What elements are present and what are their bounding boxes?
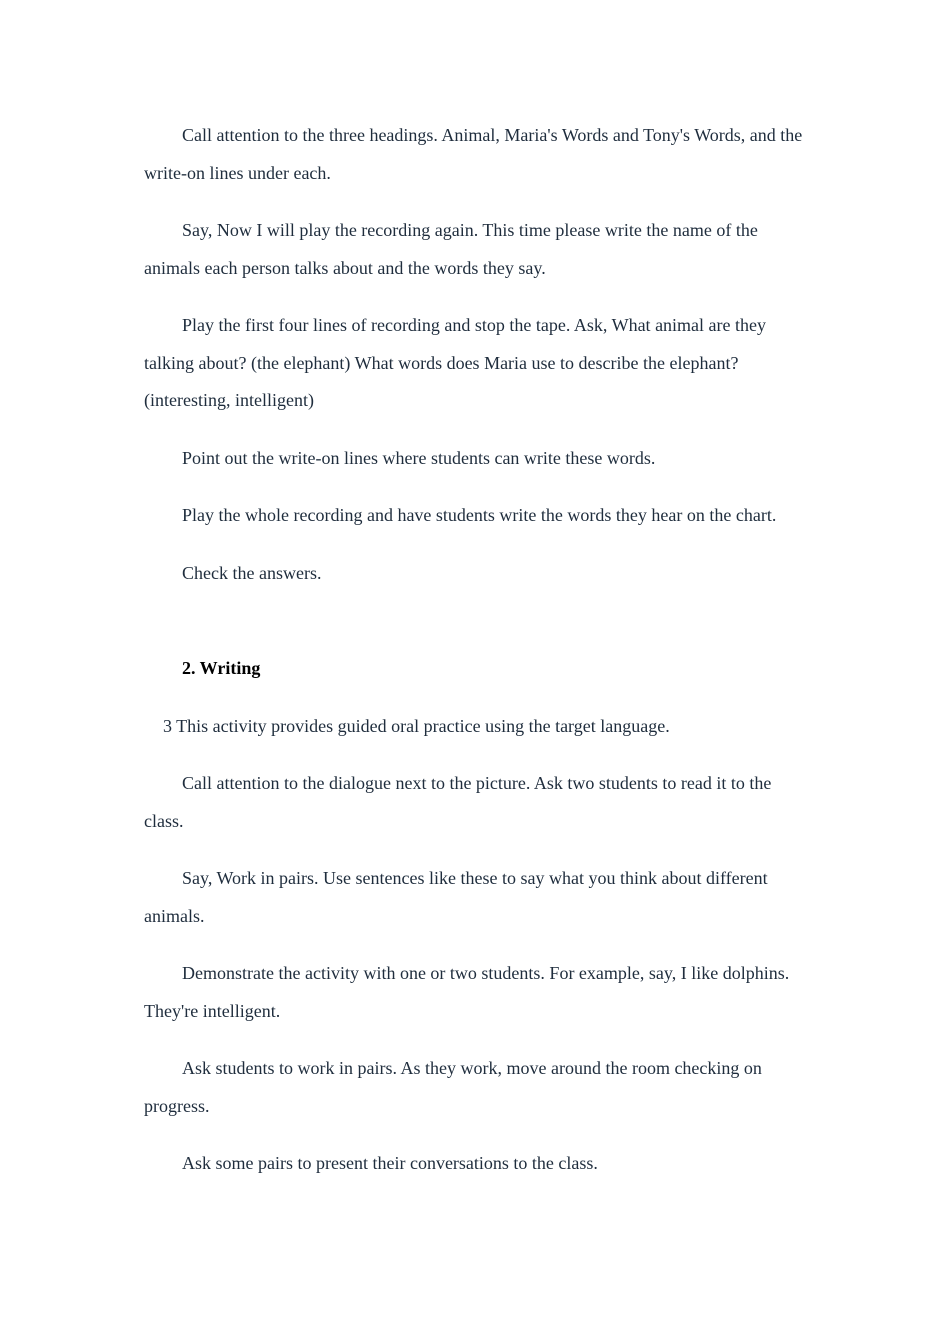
document-page: [144, 117, 810, 1203]
paragraph-first-four-lines: Play the first four lines of recording and stop the tape. Ask, What animal are they talking about? (the elephant) What words does Maria use to describe the elephant? (interesting, intelligent): [144, 315, 767, 410]
paragraph-headings: Call attention to the three headings. Animal, Maria's Words and Tony's Words, and the write-on lines under each.: [144, 125, 803, 183]
paragraph-move-around: Ask students to work in pairs. As they work, move around the room checking on progress.: [144, 1058, 762, 1116]
paragraph-present: Ask some pairs to present their conversations to the class.: [182, 1153, 598, 1173]
paragraph-point-out-lines: Point out the write-on lines where students can write these words.: [182, 447, 656, 468]
paragraph-play-whole: Play the whole recording and have students write the words they hear on the chart.: [182, 505, 777, 525]
paragraph-play-again: Say, Now I will play the recording again. This time please write the name of the animals each person talks about and the words they say.: [144, 220, 758, 278]
section-heading-writing: 2. Writing: [182, 658, 261, 678]
paragraph-work-in-pairs: Say, Work in pairs. Use sentences like these to say what you think about different animals.: [144, 868, 768, 926]
paragraph-demonstrate: Demonstrate the activity with one or two students. For example, say, I like dolphins. They're intelligent.: [144, 963, 790, 1021]
paragraph-check-answers: Check the answers.: [182, 562, 322, 583]
activity-intro: 3 This activity provides guided oral practice using the target language.: [163, 715, 670, 736]
section-spacer: [144, 612, 810, 650]
paragraph-dialogue: Call attention to the dialogue next to the picture. Ask two students to read it to the class.: [144, 773, 772, 831]
